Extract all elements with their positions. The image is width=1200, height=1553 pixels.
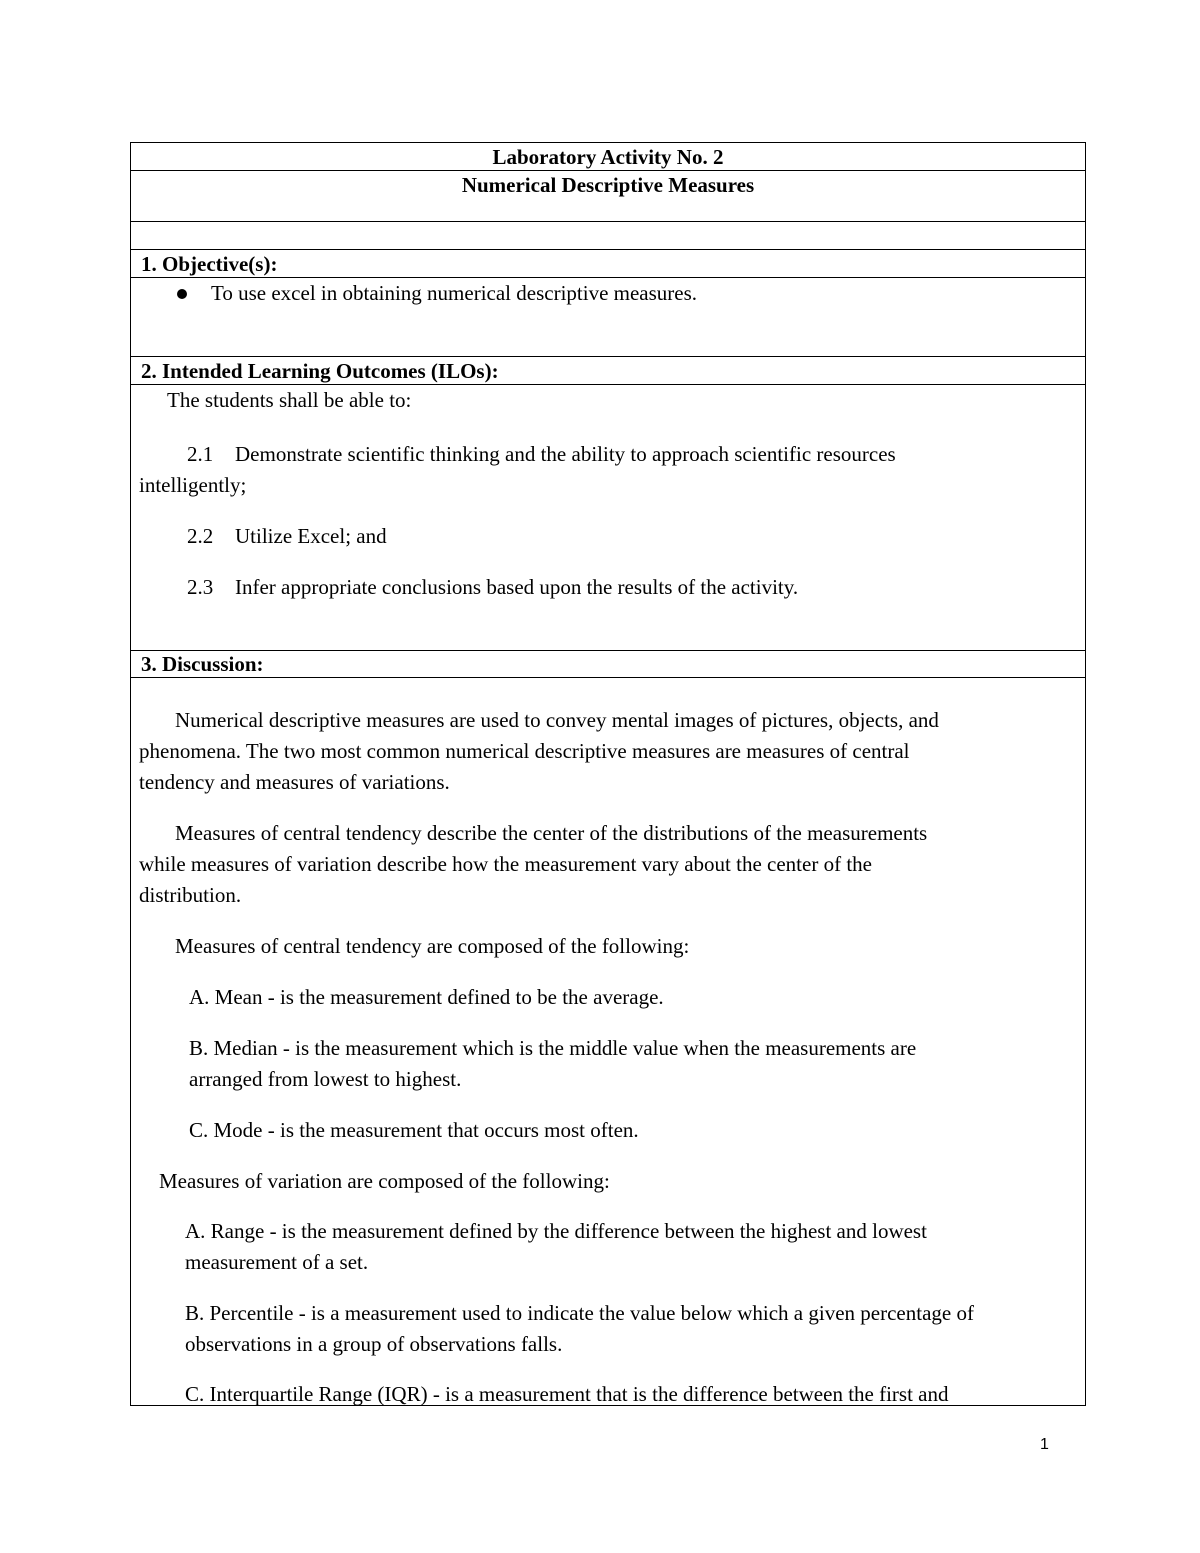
ilo-text: Demonstrate scientific thinking and the ability to approach scientific resources <box>235 442 896 466</box>
discussion-paragraph: Numerical descriptive measures are used to convey mental images of pictures, objects, and <box>175 708 939 732</box>
ilo-text-continued: intelligently; <box>139 473 247 497</box>
variation-item-percentile-continued: observations in a group of observations falls. <box>185 1332 563 1356</box>
subtitle-row <box>131 171 1085 222</box>
discussion-heading-row <box>131 651 1085 678</box>
ilo-text: Infer appropriate conclusions based upon the results of the activity. <box>235 575 799 599</box>
activity-subtitle: Numerical Descriptive Measures <box>461 173 755 197</box>
discussion-heading: 3. Discussion: <box>141 652 264 676</box>
discussion-paragraph: Measures of central tendency describe the center of the distributions of the measurements <box>175 821 928 845</box>
ilo-number: 2.1 <box>187 442 214 466</box>
ilo-number: 2.3 <box>187 575 214 599</box>
central-item-mean: A. Mean - is the measurement defined to be the average. <box>189 985 664 1009</box>
empty-row <box>131 222 1085 250</box>
page-number: 1 <box>1040 1436 1049 1453</box>
ilos-heading: 2. Intended Learning Outcomes (ILOs): <box>141 359 499 383</box>
central-tendency-intro: Measures of central tendency are composed of the following: <box>175 934 690 958</box>
ilos-content-row <box>131 385 1085 651</box>
discussion-paragraph: phenomena. The two most common numerical descriptive measures are measures of central <box>139 739 910 763</box>
variation-item-percentile: B. Percentile - is a measurement used to indicate the value below which a given percentage of <box>185 1301 974 1325</box>
discussion-paragraph: tendency and measures of variations. <box>139 770 450 794</box>
ilos-heading-row <box>131 357 1085 385</box>
variation-item-range: A. Range - is the measurement defined by the difference between the highest and lowest <box>185 1219 927 1243</box>
title-row <box>131 143 1085 171</box>
ilos-intro: The students shall be able to: <box>167 388 412 412</box>
discussion-paragraph: while measures of variation describe how the measurement vary about the center of the <box>139 852 872 876</box>
central-item-mode: C. Mode - is the measurement that occurs most often. <box>189 1118 639 1142</box>
objectives-heading-row <box>131 250 1085 278</box>
variation-intro: Measures of variation are composed of the following: <box>159 1169 610 1193</box>
objectives-heading: 1. Objective(s): <box>141 252 278 276</box>
objectives-content-row <box>131 278 1085 357</box>
objective-item: To use excel in obtaining numerical descriptive measures. <box>211 281 698 305</box>
discussion-paragraph: distribution. <box>139 883 242 907</box>
central-item-median: B. Median - is the measurement which is the middle value when the measurements are <box>189 1036 917 1060</box>
bullet-icon <box>177 289 187 299</box>
activity-title: Laboratory Activity No. 2 <box>492 145 724 169</box>
ilo-number: 2.2 <box>187 524 214 548</box>
central-item-median-continued: arranged from lowest to highest. <box>189 1067 462 1091</box>
variation-item-iqr: C. Interquartile Range (IQR) - is a measurement that is the difference between the first and <box>185 1382 949 1406</box>
variation-item-range-continued: measurement of a set. <box>185 1250 369 1274</box>
discussion-content-row <box>131 678 1085 1407</box>
ilo-text: Utilize Excel; and <box>235 524 387 548</box>
activity-table <box>130 142 1086 1406</box>
